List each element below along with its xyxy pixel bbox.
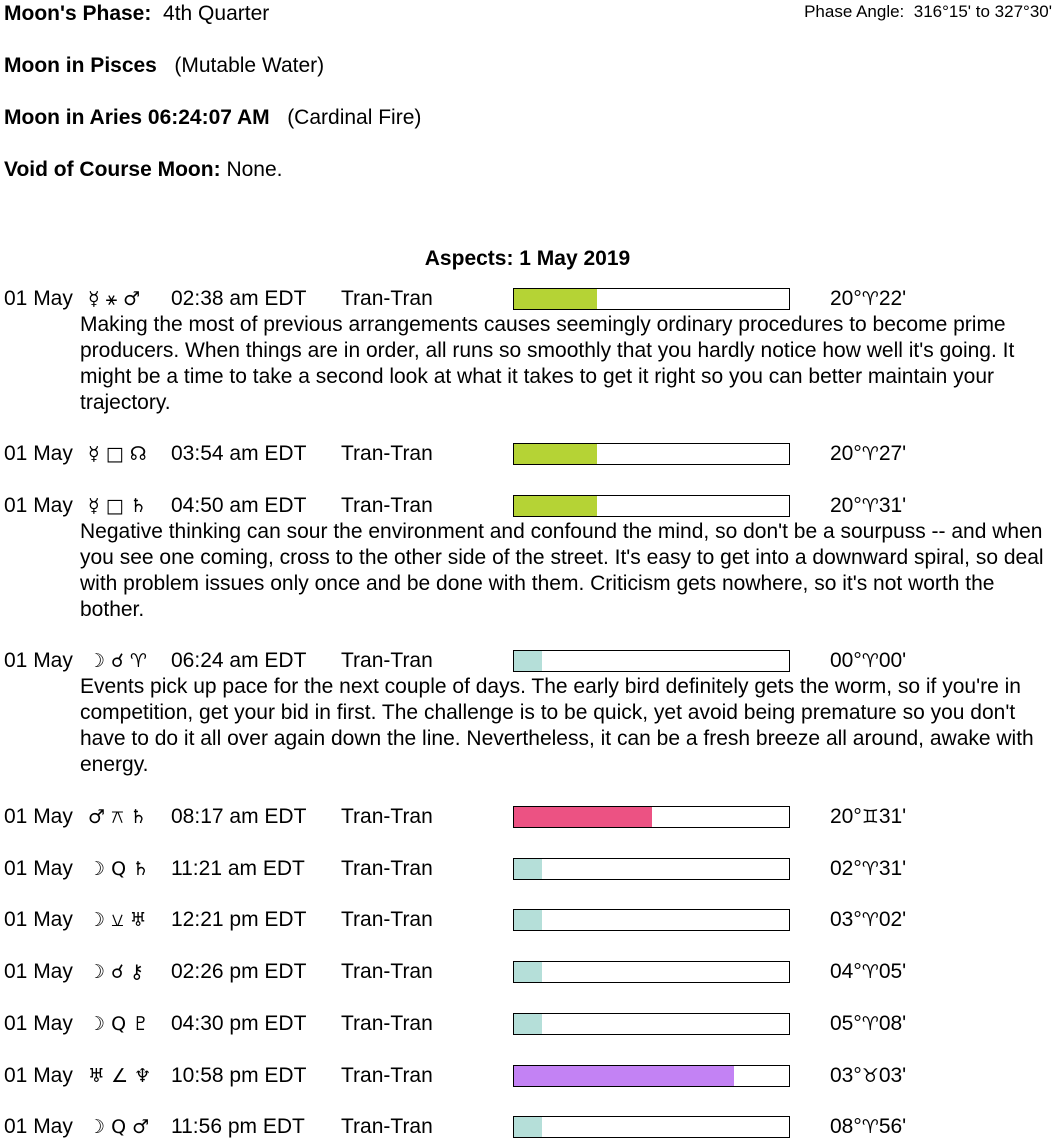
aspect-strength-bar [513,858,790,880]
void-of-course-value: None. [226,158,283,181]
aspect-minutes: 56' [878,1115,907,1138]
aspect-strength-bar [513,806,790,828]
aspect-strength-bar [513,495,790,517]
aspect-symbols: ♂ ⚻ ♄ [88,806,147,828]
aspect-strength-fill [514,962,542,982]
moon-phase-value: 4th Quarter [163,2,270,25]
aspect-degrees: 05° [830,1012,862,1035]
moon-sign-label: Moon in Pisces [4,54,157,77]
aspect-symbols: ☽ ☌ ⚷ [88,961,144,983]
aspect-type: Tran-Tran [341,649,433,672]
aspect-strength-bar [513,1065,790,1087]
aspect-strength-fill [514,496,597,516]
aspect-strength-fill [514,1066,734,1086]
moon-phase-label: Moon's Phase: [4,2,152,25]
aspect-symbols: ☽ Q ♂ [88,1116,150,1138]
moon-ingress-line [4,106,421,130]
aspect-strength-bar [513,961,790,983]
aspect-time: 02:26 pm EDT [171,960,307,983]
aspect-minutes: 02' [878,908,907,931]
aspect-row [0,908,1062,938]
aspect-symbols: ☿ □ ♄ [88,495,147,517]
zodiac-sign-icon: ♈ [861,495,879,517]
aspect-row [0,805,1062,835]
phase-angle [804,2,1052,22]
aspect-strength-fill [514,910,542,930]
aspect-degrees: 00° [830,649,862,672]
aspect-date: 01 May [4,1064,73,1087]
zodiac-sign-icon: ♉ [861,1065,879,1087]
aspect-position [830,960,906,984]
aspect-type: Tran-Tran [341,1064,433,1087]
aspect-degrees: 03° [830,908,862,931]
aspect-row [0,1115,1062,1145]
aspect-type: Tran-Tran [341,287,433,310]
zodiac-sign-icon: ♈ [861,443,879,465]
zodiac-sign-icon: ♈ [861,1116,879,1138]
aspect-time: 11:56 pm EDT [171,1115,305,1138]
aspect-type: Tran-Tran [341,442,433,465]
aspect-position [830,1064,906,1088]
aspect-type: Tran-Tran [341,960,433,983]
aspect-minutes: 27' [878,442,907,465]
zodiac-sign-icon: ♈ [861,288,879,310]
aspect-time: 10:58 pm EDT [171,1064,307,1087]
aspect-minutes: 05' [878,960,907,983]
aspect-strength-bar [513,288,790,310]
aspect-symbols: ☽ Q ♄ [88,858,150,880]
aspect-minutes: 22' [878,287,907,310]
aspects-title: Aspects: 1 May 2019 [424,247,631,270]
aspect-date: 01 May [4,649,73,672]
aspect-type: Tran-Tran [341,1115,433,1138]
aspect-symbols: ☽ ⚺ ♅ [88,909,147,931]
aspect-minutes: 08' [878,1012,907,1035]
aspect-strength-fill [514,807,652,827]
aspect-strength-fill [514,651,542,671]
aspect-strength-fill [514,289,597,309]
aspect-type: Tran-Tran [341,908,433,931]
moon-phase-line [4,2,269,26]
aspect-time: 04:30 pm EDT [171,1012,307,1035]
aspect-position [830,857,906,881]
void-of-course-label: Void of Course Moon: [4,158,221,181]
aspect-date: 01 May [4,908,73,931]
aspect-minutes: 00' [878,649,907,672]
aspect-position [830,442,906,466]
aspect-position [830,287,906,311]
zodiac-sign-icon: ♈ [861,858,879,880]
aspect-row [0,857,1062,887]
aspect-date: 01 May [4,805,73,828]
aspect-date: 01 May [4,442,73,465]
aspect-strength-fill [514,444,597,464]
aspect-minutes: 31' [878,857,907,880]
phase-angle-value: 316°15' to 327°30' [913,2,1052,21]
moon-sign-detail: (Mutable Water) [174,54,325,77]
aspect-type: Tran-Tran [341,494,433,517]
aspect-row [0,442,1062,472]
aspect-symbols: ☽ ☌ ♈ [88,650,147,672]
phase-angle-label: Phase Angle: [804,2,905,21]
aspect-strength-fill [514,1117,542,1137]
aspect-degrees: 04° [830,960,862,983]
aspect-description: Making the most of previous arrangements causes seemingly ordinary procedures to become prime producers. When things are in order, all runs so smoothly that you hardly notice how well it's going. It might be a time to take a second look at what it takes to get it right so you can better maintain your trajectory. [80,313,1015,414]
aspect-position [830,1012,906,1036]
aspect-type: Tran-Tran [341,857,433,880]
aspect-row [0,960,1062,990]
aspect-position [830,908,906,932]
zodiac-sign-icon: ♈ [861,1013,879,1035]
zodiac-sign-icon: ♈ [861,909,879,931]
aspect-row [0,1064,1062,1094]
aspect-position [830,494,906,518]
aspect-time: 12:21 pm EDT [171,908,307,931]
aspect-degrees: 20° [830,442,862,465]
aspect-strength-bar [513,1013,790,1035]
aspect-time: 02:38 am EDT [171,287,307,310]
aspect-strength-bar [513,443,790,465]
aspect-position [830,649,906,673]
aspect-type: Tran-Tran [341,1012,433,1035]
aspect-position [830,1115,906,1139]
aspect-strength-fill [514,859,542,879]
aspect-time: 03:54 am EDT [171,442,307,465]
aspect-date: 01 May [4,1012,73,1035]
aspect-strength-bar [513,1116,790,1138]
zodiac-sign-icon: ♈ [861,650,879,672]
aspect-symbols: ☿ □ ☊ [88,443,147,465]
moon-ingress-label: Moon in Aries 06:24:07 AM [4,106,270,129]
moon-ingress-detail: (Cardinal Fire) [287,106,422,129]
aspect-time: 08:17 am EDT [171,805,307,828]
aspect-degrees: 03° [830,1064,862,1087]
aspect-strength-bar [513,650,790,672]
moon-sign-line [4,54,324,78]
aspect-description: Events pick up pace for the next couple of days. The early bird definitely gets the worm, so if you're in competition, get your bid in first. The challenge is to be quick, yet avoid being premature so you don't have to do it all over again down the line. Nevertheless, it can be a fresh breeze all around, awake with energy. [80,675,1034,776]
aspect-symbols: ☽ Q ♇ [88,1013,150,1035]
zodiac-sign-icon: ♊ [861,806,879,828]
aspect-symbols: ☿ ⚹ ♂ [88,288,141,310]
aspect-minutes: 31' [878,805,907,828]
aspect-time: 06:24 am EDT [171,649,307,672]
aspect-position [830,805,906,829]
aspect-time: 11:21 am EDT [171,857,305,880]
aspect-row [0,1012,1062,1042]
aspect-strength-bar [513,909,790,931]
aspect-type: Tran-Tran [341,805,433,828]
aspect-date: 01 May [4,857,73,880]
aspect-description: Negative thinking can sour the environment and confound the mind, so don't be a sourpuss -- and when you see one coming, cross to the other side of the street. It's easy to get into a downward spiral, so deal with problem issues only once and be done with them. Criticism gets nowhere, so it's not worth the bother. [80,520,1044,621]
aspect-date: 01 May [4,1115,73,1138]
zodiac-sign-icon: ♈ [861,961,879,983]
aspect-time: 04:50 am EDT [171,494,307,517]
aspect-symbols: ♅ ∠ ♆ [88,1065,152,1087]
aspect-date: 01 May [4,960,73,983]
aspect-degrees: 20° [830,287,862,310]
aspect-degrees: 02° [830,857,862,880]
aspect-minutes: 03' [878,1064,907,1087]
aspect-degrees: 08° [830,1115,862,1138]
aspect-degrees: 20° [830,494,862,517]
aspect-degrees: 20° [830,805,862,828]
aspect-date: 01 May [4,494,73,517]
aspect-date: 01 May [4,287,73,310]
void-of-course-line [4,158,282,182]
aspect-minutes: 31' [878,494,907,517]
aspect-strength-fill [514,1014,542,1034]
